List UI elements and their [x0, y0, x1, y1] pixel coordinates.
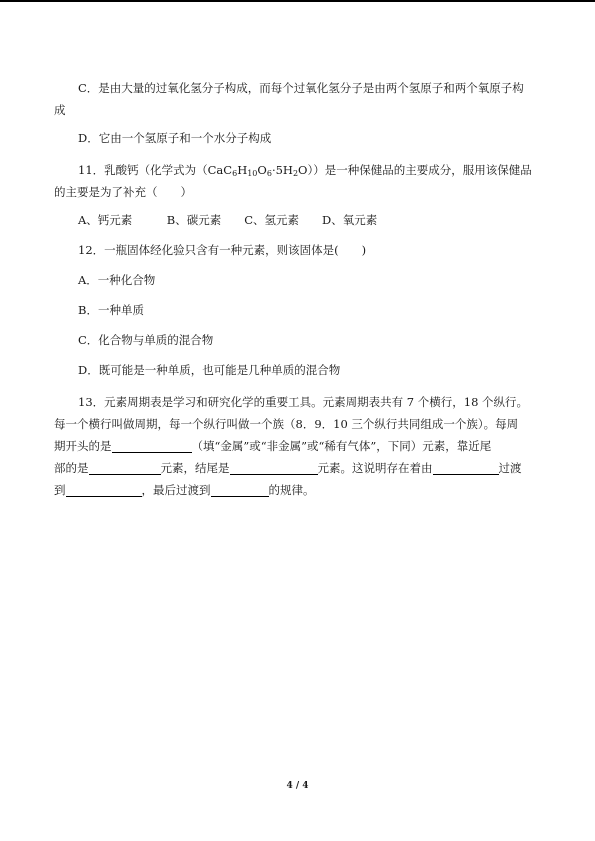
question-11-stem: 11．乳酸钙（化学式为$(CaC_6H_{10}O_6\cdot 5H_2O)$）是一种保健品的主要成分，服用该保健品	[78, 163, 532, 178]
page-number: 4 / 4	[286, 781, 309, 791]
answer-blank-5[interactable]	[66, 484, 142, 497]
question-13-line-5: 到 ，最后过渡到 的规律。	[54, 483, 315, 497]
question-12-option-b: B．一种单质	[78, 303, 144, 317]
question-13-line-1: 13．元素周期表是学习和研究化学的重要工具。元素周期表共有 7 个横行，18 个纵行。	[78, 395, 529, 409]
question-13-line-2: 每一个横行叫做周期，每一个纵行叫做一个族（8．9．10 三个纵行共同组成一个族）。每周	[54, 417, 519, 431]
question-13-line-4: 部的是 元素，结尾是 元素。这说明存在着由 过渡	[54, 461, 522, 475]
question-12-option-c: C．化合物与单质的混合物	[78, 333, 214, 347]
option-c-line-1: C．是由大量的过氧化氢分子构成，而每个过氧化氢分子是由两个氢原子和两个氧原子构	[78, 81, 524, 95]
answer-blank-6[interactable]	[211, 484, 269, 497]
question-12-option-d: D．既可能是一种单质，也可能是几种单质的混合物	[78, 363, 341, 377]
question-11-options: A、钙元素 B、碳元素 C、氢元素 D、氧元素	[78, 213, 378, 227]
question-11-stem-line-2: 的主要是为了补充（ ）	[54, 185, 192, 199]
question-13-line-3: 期开头的是 （填“金属”或“非金属”或“稀有气体”，下同）元素，靠近尾	[54, 439, 492, 453]
answer-blank-2[interactable]	[89, 462, 161, 475]
question-12-stem: 12．一瓶固体经化验只含有一种元素，则该固体是( )	[78, 243, 367, 257]
option-d: D．它由一个氢原子和一个水分子构成	[78, 131, 272, 145]
answer-blank-3[interactable]	[230, 462, 318, 475]
header-rule	[0, 0, 595, 2]
answer-blank-1[interactable]	[112, 440, 192, 453]
answer-blank-4[interactable]	[433, 462, 499, 475]
question-12-option-a: A．一种化合物	[78, 273, 156, 287]
option-c-line-2: 成	[54, 103, 66, 117]
